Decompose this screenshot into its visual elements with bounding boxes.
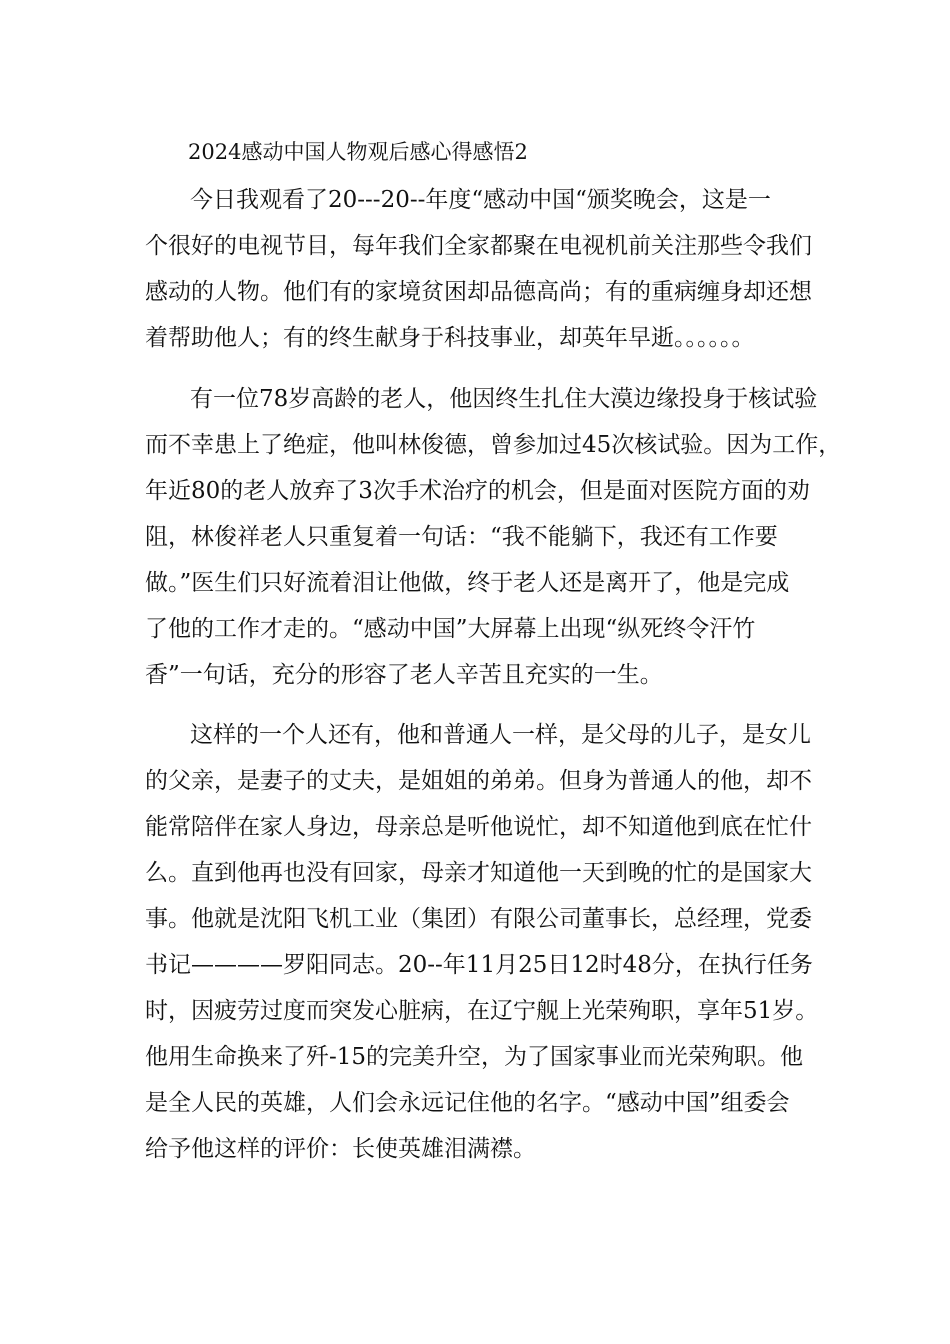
paragraph-1-line-4: 着帮助他人；有的终生献身于科技事业，却英年早逝。。。。。。 [145, 325, 755, 351]
paragraph-2-line-2: 而不幸患上了绝症，他叫林俊德，曾参加过45次核试验。因为工作， [145, 432, 842, 458]
paragraph-3-line-7: 时，因疲劳过度而突发心脏病，在辽宁舰上光荣殉职，享年51岁。 [145, 998, 819, 1024]
paragraph-1-line-1: 今日我观看了20---20--年度“感动中国“颁奖晚会，这是一 [190, 187, 771, 213]
paragraph-3-line-3: 能常陪伴在家人身边，母亲总是听他说忙，却不知道他到底在忙什 [145, 814, 812, 840]
paragraph-3-line-10: 给予他这样的评价：长使英雄泪满襟。 [145, 1136, 536, 1162]
paragraph-2-line-6: 了他的工作才走的。“感动中国”大屏幕上出现“纵死终令汗竹 [145, 616, 756, 642]
paragraph-2-line-1: 有一位78岁高龄的老人，他因终生扎住大漠边缘投身于核试验 [190, 386, 818, 412]
paragraph-3-line-6: 书记————罗阳同志。20--年11月25日12时48分，在执行任务 [145, 952, 813, 978]
paragraph-2-line-3: 年近80的老人放弃了3次手术治疗的机会，但是面对医院方面的劝 [145, 478, 810, 504]
paragraph-3-line-4: 么。直到他再也没有回家，母亲才知道他一天到晚的忙的是国家大 [145, 860, 812, 886]
paragraph-1-line-2: 个很好的电视节目，每年我们全家都聚在电视机前关注那些令我们 [145, 233, 812, 259]
paragraph-3-line-5: 事。他就是沈阳飞机工业（集团）有限公司董事长，总经理，党委 [145, 906, 812, 932]
paragraph-3-line-8: 他用生命换来了歼-15的完美升空，为了国家事业而光荣殉职。他 [145, 1044, 804, 1070]
paragraph-2-line-4: 阻，林俊祥老人只重复着一句话：“我不能躺下，我还有工作要 [145, 524, 778, 550]
paragraph-2-line-5: 做。”医生们只好流着泪让他做，终于老人还是离开了，他是完成 [145, 570, 790, 596]
paragraph-2-line-7: 香”一句话，充分的形容了老人辛苦且充实的一生。 [145, 662, 663, 688]
paragraph-3-line-1: 这样的一个人还有，他和普通人一样，是父母的儿子，是女儿 [190, 722, 811, 748]
paragraph-3-line-2: 的父亲，是妻子的丈夫，是姐姐的弟弟。但身为普通人的他，却不 [145, 768, 812, 794]
paragraph-3-line-9: 是全人民的英雄，人们会永远记住他的名字。“感动中国”组委会 [145, 1090, 790, 1116]
document-title: 2024感动中国人物观后感心得感悟2 [188, 140, 528, 164]
paragraph-1-line-3: 感动的人物。他们有的家境贫困却品德高尚；有的重病缠身却还想 [145, 279, 812, 305]
